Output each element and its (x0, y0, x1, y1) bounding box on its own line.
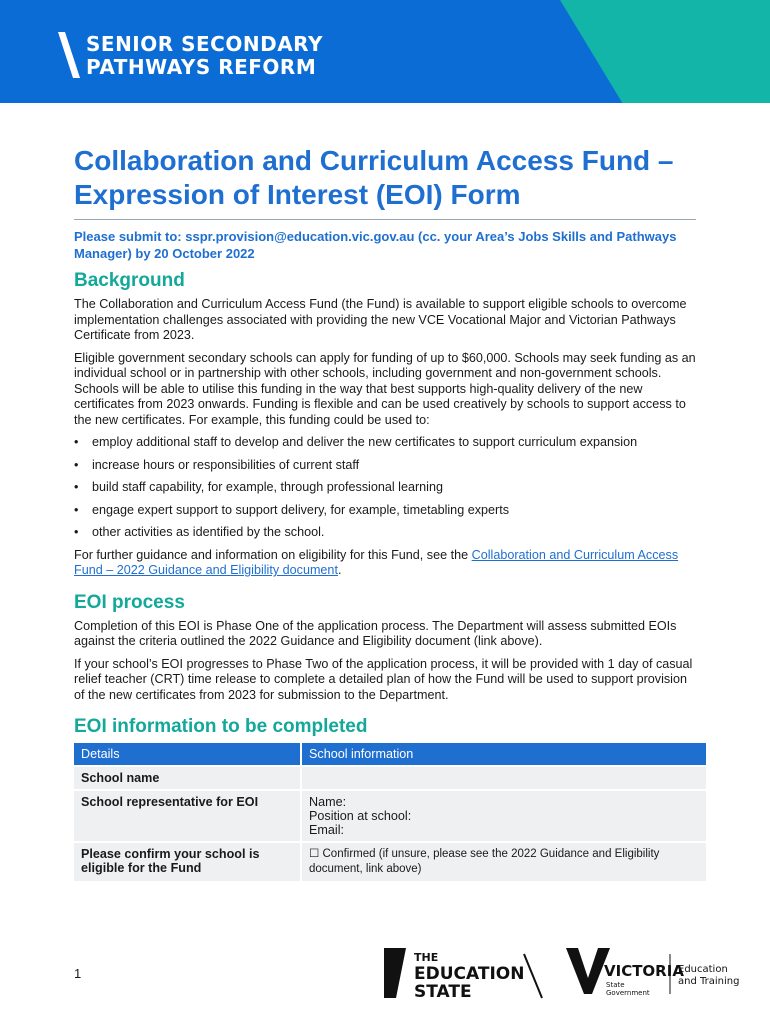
eoi-process-paragraph-1: Completion of this EOI is Phase One of the application process. The Department will assess submitted EOIs against the criteria outlined the 2022 Guidance and Eligibility document (link above). (74, 618, 677, 648)
name-label: Name: (309, 795, 347, 809)
background-paragraph-1: The Collaboration and Curriculum Access Fund (the Fund) is available to support eligible schools to overcome implementation challenges associated with providing the new VCE Vocational Major and Victorian Pathways Certificate from 2023. (74, 297, 687, 342)
svg-text:EDUCATION: EDUCATION (414, 964, 525, 984)
document-body (74, 144, 696, 881)
email-label: Email: (309, 823, 344, 837)
background-heading: Background (74, 270, 185, 291)
eoi-process-heading: EOI process (74, 591, 185, 613)
page-number: 1 (74, 966, 82, 981)
table-row (74, 790, 706, 842)
svg-text:THE: THE (414, 951, 439, 964)
brand-line-1: SENIOR SECONDARY (86, 32, 323, 56)
column-header-details: Details (74, 743, 301, 766)
list-item: • other activities as identified by the school. (74, 525, 325, 539)
school-name-field[interactable] (301, 766, 706, 790)
list-item: • engage expert support to support delivery, for example, timetabling experts (74, 502, 509, 517)
funding-uses-list (74, 435, 696, 541)
brand-slash-icon (58, 32, 82, 78)
svg-text:Government: Government (606, 989, 650, 997)
victoria-government-logo (566, 948, 746, 1000)
table-row (74, 766, 706, 790)
row-label-eligibility: Please confirm your school is eligible for the Fund (74, 842, 301, 881)
list-item: • build staff capability, for example, through professional learning (74, 480, 443, 494)
svg-text:and Training: and Training (678, 976, 740, 987)
list-item: • increase hours or responsibilities of current staff (74, 457, 360, 472)
brand-line-2: PATHWAYS REFORM (86, 55, 317, 79)
eoi-process-paragraph-2: If your school’s EOI progresses to Phase Two of the application process, it will be provided with 1 day of casual relief teacher (CRT) time release to complete a detailed plan of how the Fund will be used to support provision of the new certificates from 2023 for submission to the Department. (74, 656, 693, 702)
brand-logo (58, 30, 358, 80)
document-title: Collaboration and Curriculum Access Fund – Expression of Interest (EOI) Form (74, 145, 674, 210)
svg-text:State: State (606, 981, 625, 989)
education-state-logo (384, 948, 544, 1000)
background-paragraph-2: Eligible government secondary schools can apply for funding of up to $60,000. Schools may seek funding as an individual school or in partnership with other schools, including government and non-government schools. Schools will be able to utilise this funding in the way that best supports high-quality delivery of the new certificates from 2023 onwards. Funding is flexible and can be used creatively by schools to support access to the new certificates. For example, this funding could be used to: (74, 350, 696, 427)
submit-note: Please submit to: sspr.provision@education.vic.gov.au (cc. your Area’s Jobs Skills and Pathways Manager) by 20 October 2022 (74, 229, 677, 261)
list-item: • employ additional staff to develop and deliver the new certificates to support curriculum expansion (74, 435, 638, 449)
header-accent-shape (560, 0, 770, 103)
column-header-school-information: School information (301, 743, 706, 766)
position-label: Position at school: (309, 809, 412, 823)
svg-text:STATE: STATE (414, 982, 472, 1000)
representative-field[interactable] (301, 790, 706, 842)
guidance-document-link[interactable]: Collaboration and Curriculum Access Fund – 2022 Guidance and Eligibility document (74, 547, 679, 577)
table-row (74, 842, 706, 881)
row-label-representative: School representative for EOI (74, 790, 301, 842)
eoi-info-table (74, 743, 706, 881)
title-divider (74, 219, 696, 220)
eligibility-checkbox[interactable]: ☐ Confirmed (if unsure, please see the 2022 Guidance and Eligibility document, link above) (301, 842, 706, 881)
page-header (0, 0, 770, 103)
svg-text:VICTORIA: VICTORIA (604, 962, 684, 980)
row-label-school-name: School name (74, 766, 301, 790)
svg-text:Education: Education (678, 964, 728, 975)
table-header-row (74, 743, 706, 766)
guidance-paragraph: For further guidance and information on eligibility for this Fund, see the Collaboration and Curriculum Access Fund – 2022 Guidance and Eligibility document. (74, 547, 679, 577)
eoi-info-heading: EOI information to be completed (74, 716, 368, 737)
